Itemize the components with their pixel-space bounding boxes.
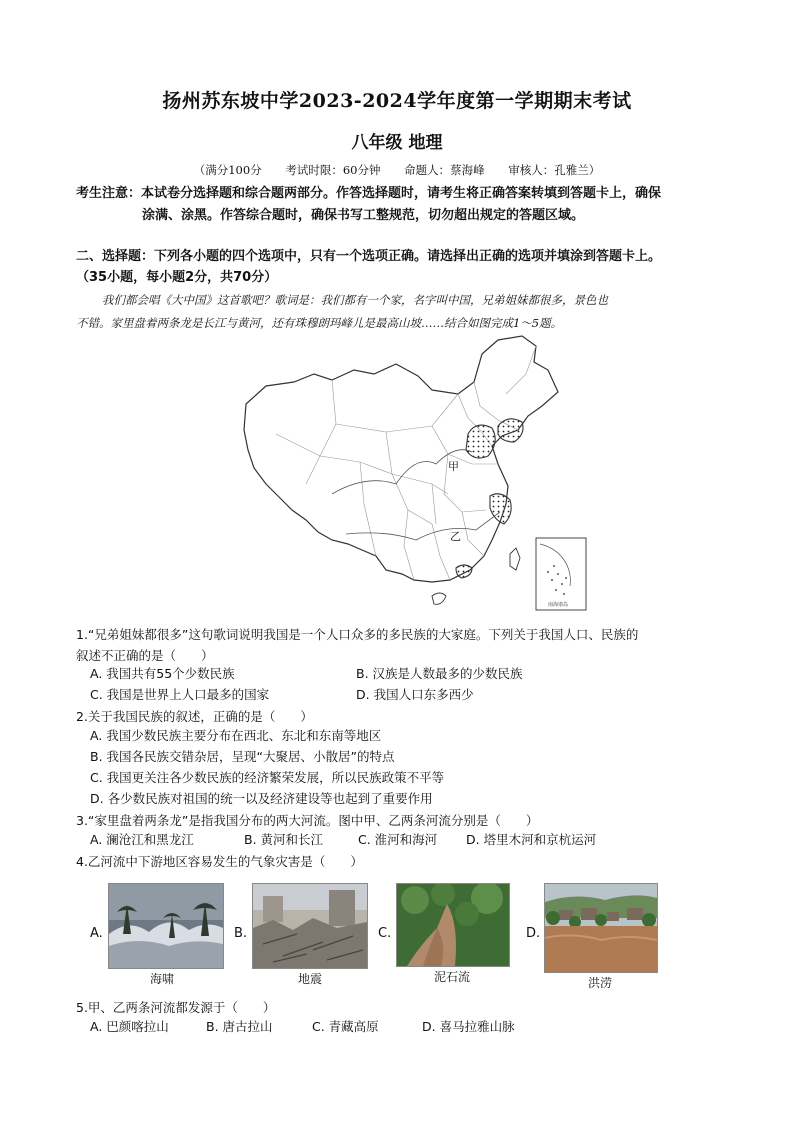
question-2-option-d[interactable]: D. 各少数民族对祖国的统一以及经济建设等也起到了重要作用 (90, 791, 433, 806)
map-label-yi: 乙 (450, 530, 461, 543)
question-5-stem: 5.甲、乙两条河流都发源于（ ） (76, 1000, 276, 1015)
meta-reviewer: 审核人：孔雅兰） (508, 163, 601, 177)
section-line-2: （35小题，每小题2分，共70分） (76, 270, 278, 285)
question-5-option-a[interactable]: A. 巴颜喀拉山 (90, 1019, 169, 1034)
meta-full-score: （满分100分 (193, 163, 262, 177)
question-4 (76, 851, 726, 872)
exam-notice (76, 183, 726, 227)
question-5-option-c[interactable]: C. 青藏高原 (312, 1019, 379, 1034)
inset-label: 南海诸岛 (547, 602, 569, 608)
question-4-option-a-letter[interactable]: A. (90, 926, 103, 941)
question-4-stem: 4.乙河流中下游地区容易发生的气象灾害是（ ） (76, 854, 363, 869)
question-1 (76, 624, 726, 666)
dotted-region-north-china (466, 425, 495, 458)
meta-author: 命题人：蔡海峰 (404, 163, 485, 177)
south-china-sea-inset (536, 538, 586, 610)
question-4-option-b-letter[interactable]: B. (234, 926, 248, 941)
exam-subtitle: 八年级 地理 (351, 133, 443, 153)
exam-meta (0, 162, 794, 178)
intro-line-1: 我们都会唱《大中国》这首歌吧？歌词是：我们都有一个家，名字叫中国，兄弟姐妹都很多，景色也 (102, 293, 608, 307)
exam-title: 扬州苏东坡中学2023-2024学年度第一学期期末考试 (162, 90, 632, 112)
china-outline (244, 336, 558, 582)
earthquake-photo[interactable] (252, 883, 368, 969)
question-5 (76, 997, 726, 1018)
mudslide-photo[interactable] (396, 883, 510, 967)
caption-tsunami: 海啸 (150, 972, 175, 986)
question-2-option-a[interactable]: A. 我国少数民族主要分布在西北、东北和东南等地区 (90, 728, 382, 743)
dotted-region-pearl-delta (456, 565, 472, 578)
question-1-option-a[interactable]: A. 我国共有55个少数民族 (90, 666, 235, 681)
taiwan-island (510, 548, 520, 570)
question-4-option-c-letter[interactable]: C. (378, 926, 392, 941)
meta-time-limit: 考试时限：60分钟 (285, 163, 381, 177)
question-3-option-b[interactable]: B. 黄河和长江 (244, 832, 324, 847)
question-3-option-c[interactable]: C. 淮河和海河 (358, 832, 438, 847)
question-1-option-c[interactable]: C. 我国是世界上人口最多的国家 (90, 687, 270, 702)
question-3-stem: 3.“家里盘着两条龙”是指我国分布的两大河流。图中甲、乙两条河流分别是（ ） (76, 813, 539, 828)
intro-passage (76, 289, 726, 335)
dotted-region-liaoning (498, 419, 523, 442)
section-heading (76, 246, 726, 288)
flood-photo[interactable] (544, 883, 658, 973)
section-line-1: 二、选择题：下列各小题的四个选项中，只有一个选项正确。请选择出正确的选项并填涂到答题卡上。 (76, 249, 662, 264)
question-1-option-d[interactable]: D. 我国人口东多西少 (356, 687, 474, 702)
question-5-option-b[interactable]: B. 唐古拉山 (206, 1019, 273, 1034)
caption-earthquake: 地震 (298, 972, 323, 986)
tsunami-photo[interactable] (108, 883, 224, 969)
notice-line-2: 涂满、涂黑。作答综合题时，确保书写工整规范，切勿超出规定的答题区域。 (142, 208, 585, 223)
question-2-stem: 2.关于我国民族的叙述，正确的是（ ） (76, 709, 313, 724)
question-3-option-d[interactable]: D. 塔里木河和京杭运河 (466, 832, 597, 847)
hainan-island (432, 593, 446, 604)
question-1-stem-line-1: 1.“兄弟姐妹都很多”这句歌词说明我国是一个人口众多的多民族的大家庭。下列关于我国人口、民族的 (76, 627, 639, 642)
map-label-jia: 甲 (448, 460, 459, 473)
intro-line-2: 不错。家里盘着两条龙是长江与黄河，还有珠穆朗玛峰儿是最高山坡……结合如图完成1～5题。 (76, 316, 563, 330)
question-3-option-a[interactable]: A. 澜沧江和黑龙江 (90, 832, 194, 847)
caption-flood: 洪涝 (588, 976, 613, 990)
question-4-option-d-letter[interactable]: D. (526, 926, 541, 941)
question-2-option-b[interactable]: B. 我国各民族交错杂居，呈现“大聚居、小散居”的特点 (90, 749, 395, 764)
question-1-stem-line-2: 叙述不正确的是（ ） (76, 648, 214, 663)
caption-mudslide: 泥石流 (434, 970, 471, 984)
question-3 (76, 810, 726, 831)
notice-line-1: 考生注意：本试卷分选择题和综合题两部分。作答选择题时，请考生将正确答案转填到答题卡上，确保 (76, 186, 662, 201)
question-2-option-c[interactable]: C. 我国更关注各少数民族的经济繁荣发展，所以民族政策不平等 (90, 770, 445, 785)
question-1-option-b[interactable]: B. 汉族是人数最多的少数民族 (356, 666, 523, 681)
question-5-option-d[interactable]: D. 喜马拉雅山脉 (422, 1019, 515, 1034)
china-map (236, 334, 591, 614)
question-2 (76, 706, 726, 727)
